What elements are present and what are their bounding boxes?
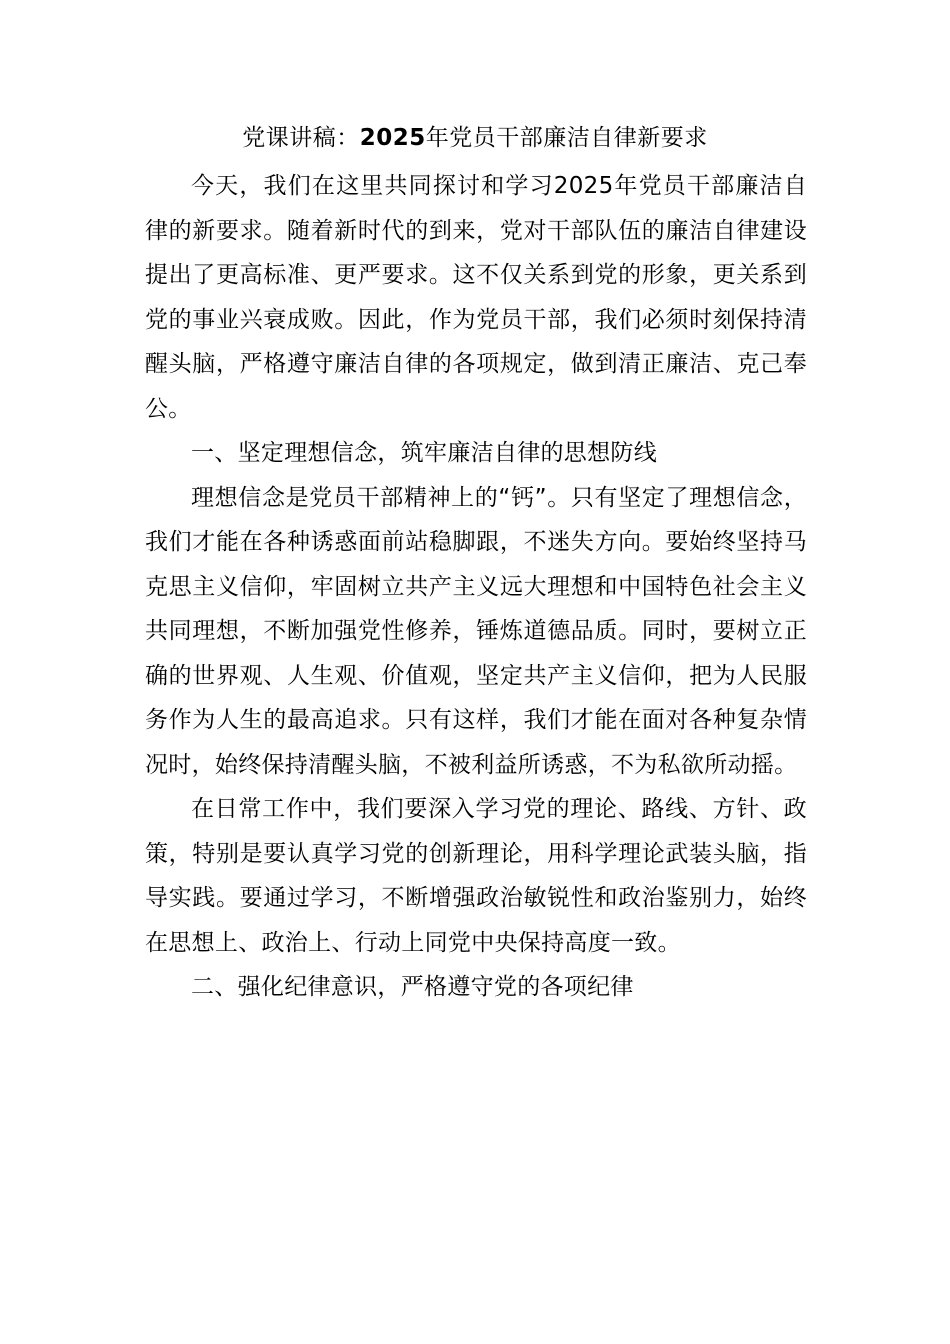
section-heading-2: 二、强化纪律意识，严格遵守党的各项纪律 xyxy=(191,974,634,1000)
paragraph-intro: 今天，我们在这里共同探讨和学习2025年党员干部廉洁自律的新要求。随着新时代的到来，党对干部队伍的廉洁自律建设提出了更高标准、更严要求。这不仅关系到党的形象，更关系到党的事业兴衰成败。因此，作为党员干部，我们必须时刻保持清醒头脑，严格遵守廉洁自律的各项规定，做到清正廉洁、克己奉公。 xyxy=(145,173,807,422)
title-suffix: 年党员干部廉洁自律新要求 xyxy=(425,125,708,151)
paragraph-daily-work: 在日常工作中，我们要深入学习党的理论、路线、方针、政策，特别是要认真学习党的创新理论，用科学理论武装头脑，指导实践。要通过学习，不断增强政治敏锐性和政治鉴别力，始终在思想上、政治上、行动上同党中央保持高度一致。 xyxy=(145,796,807,956)
title-year: 2025 xyxy=(359,125,426,151)
title-prefix: 党课讲稿： xyxy=(242,125,360,151)
paragraph-ideals: 理想信念是党员干部精神上的“钙”。只有坚定了理想信念，我们才能在各种诱惑面前站稳脚跟，不迷失方向。要始终坚持马克思主义信仰，牢固树立共产主义远大理想和中国特色社会主义共同理想，不断加强党性修养，锤炼道德品质。同时，要树立正确的世界观、人生观、价值观，坚定共产主义信仰，把为人民服务作为人生的最高追求。只有这样，我们才能在面对各种复杂情况时，始终保持清醒头脑，不被利益所诱惑，不为私欲所动摇。 xyxy=(145,484,807,778)
document-title xyxy=(0,118,950,158)
document-body xyxy=(145,164,807,1010)
section-heading-1: 一、坚定理想信念，筑牢廉洁自律的思想防线 xyxy=(191,440,657,466)
